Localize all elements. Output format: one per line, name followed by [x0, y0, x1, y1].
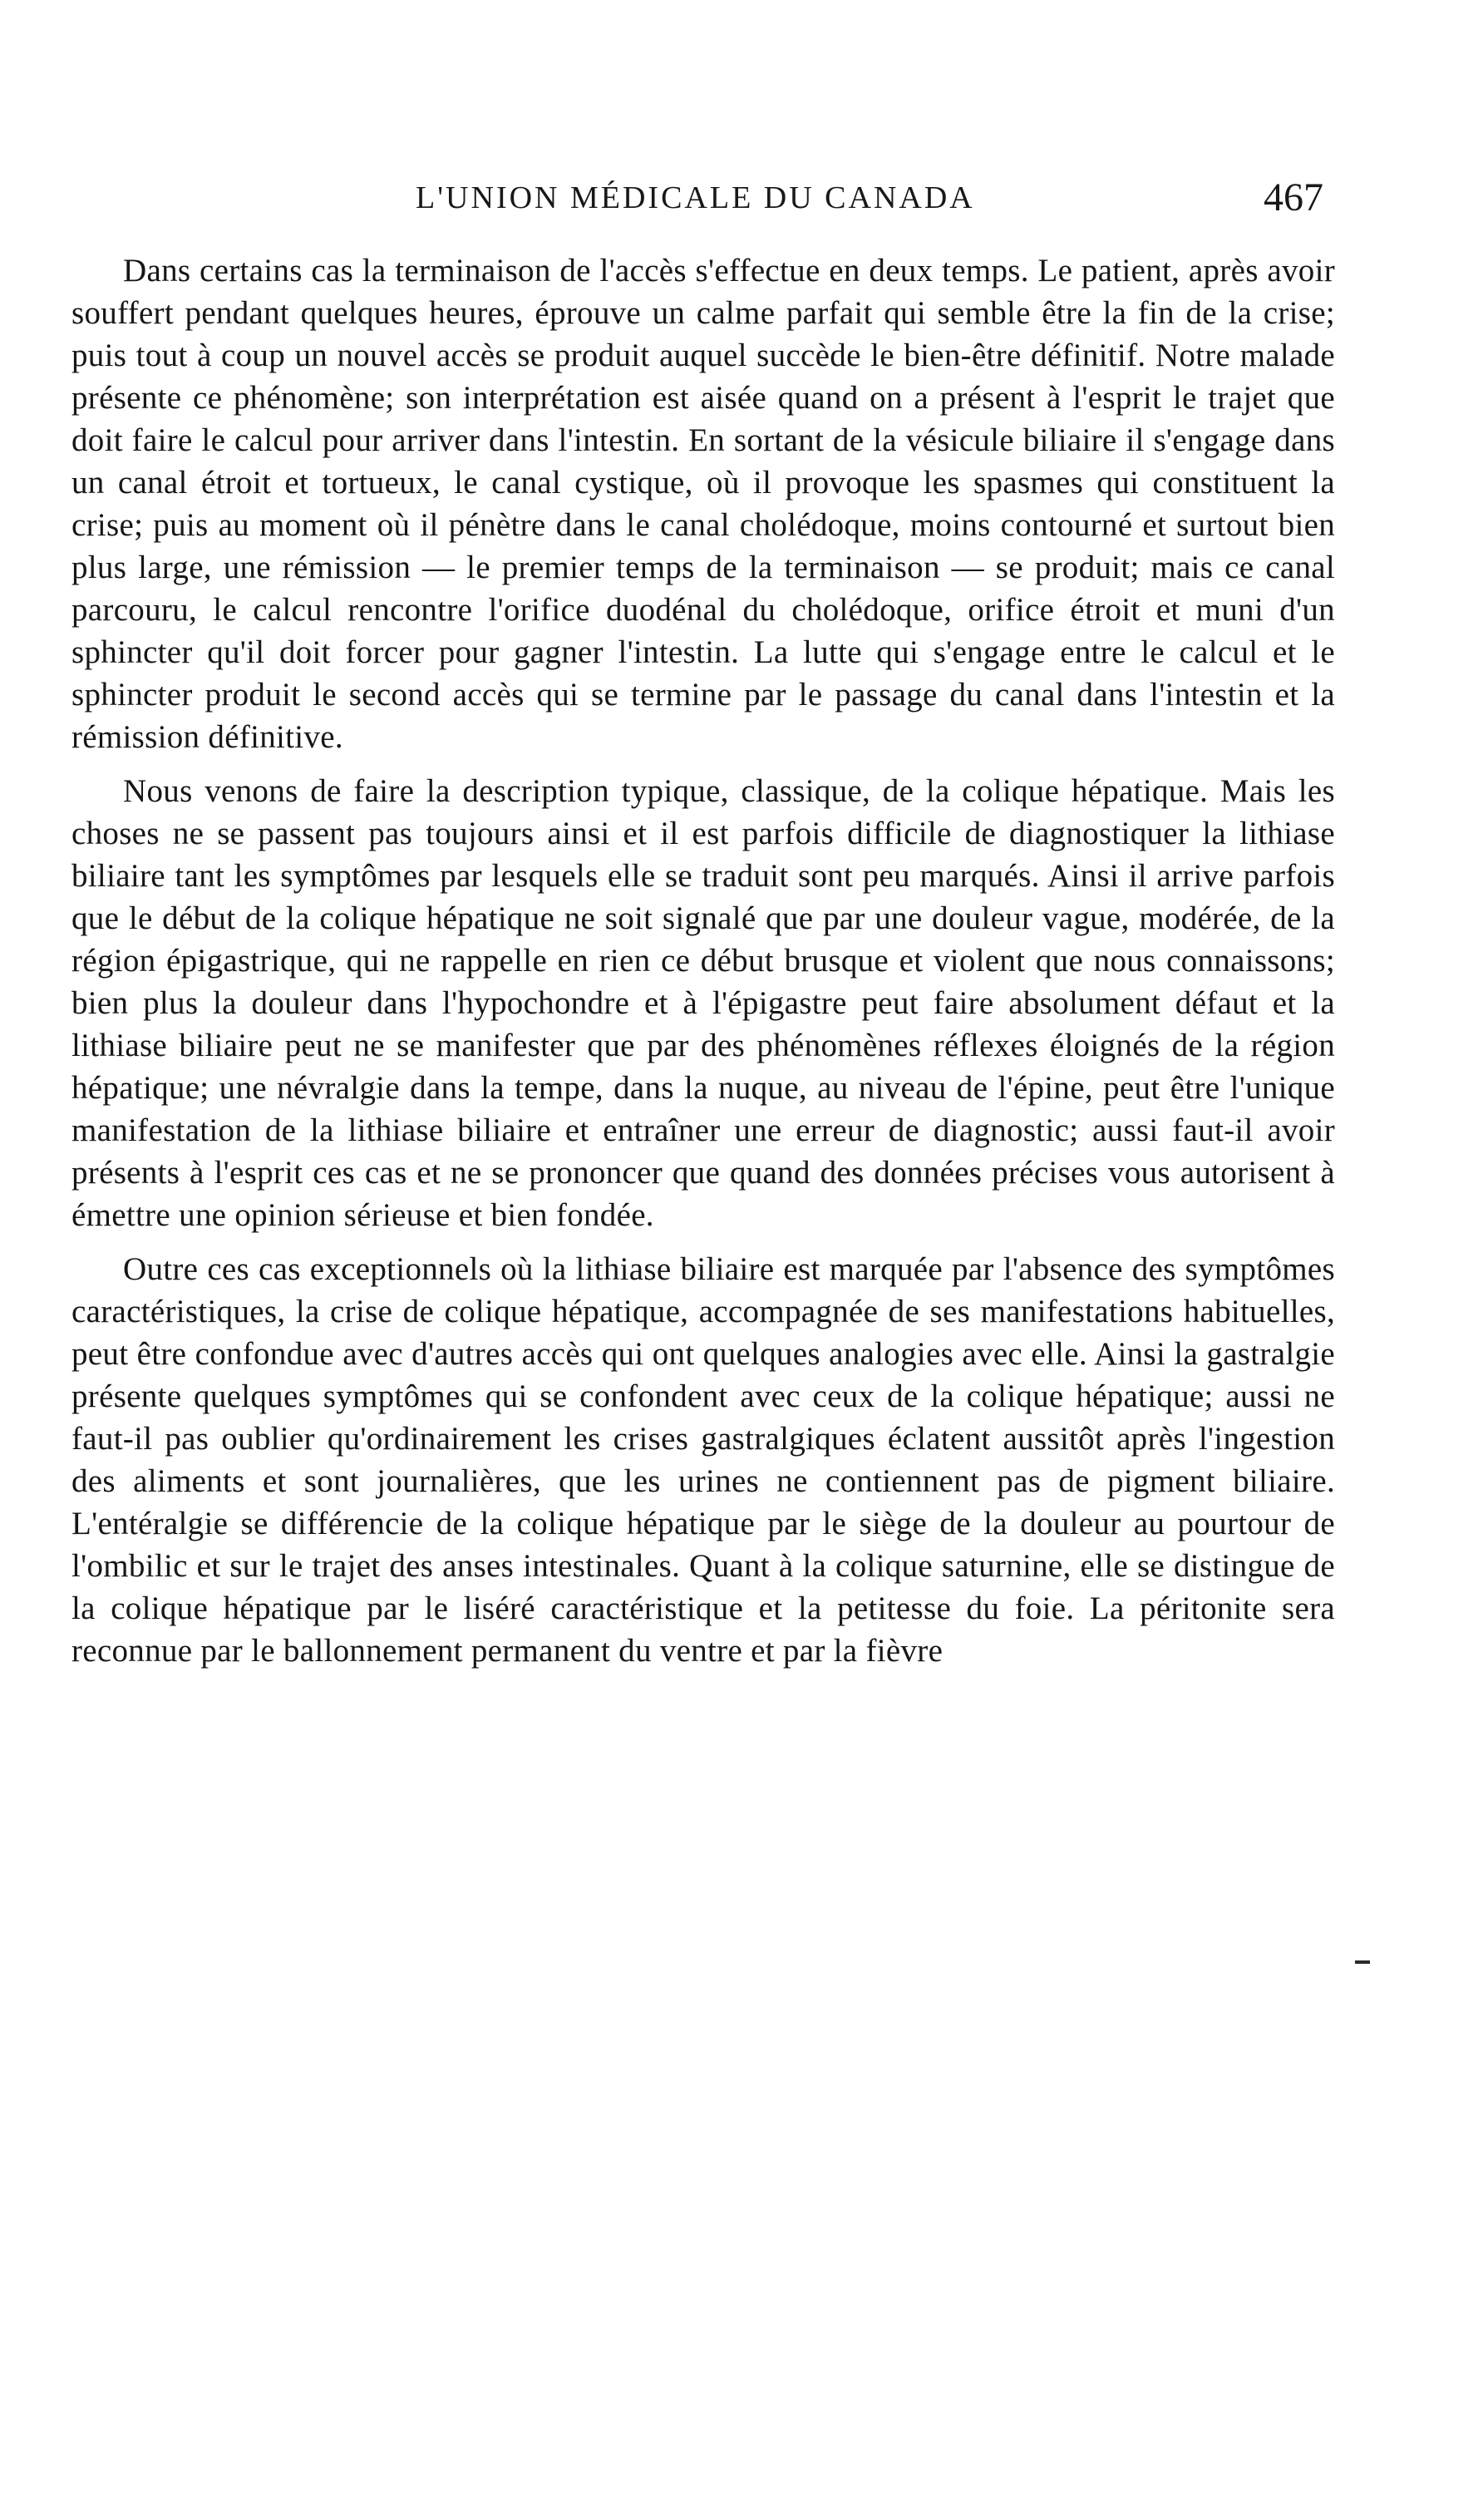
running-head — [0, 173, 1483, 223]
body-text — [71, 249, 1335, 1684]
paragraph-diagnostic-differentiel: Outre ces cas exceptionnels où la lithiase biliaire est marquée par l'absence des symptômes caractéristiques, la crise de colique hépatique, accompagnée de ses manifestations habituelles, peut être confondue avec d'autres accès qui ont quelques analogies avec elle. Ainsi la gastralgie présente quelques symptômes qui se confondent avec ceux de la colique hépatique; aussi ne faut-il pas oublier qu'ordinairement les crises gastralgiques éclatent aussitôt après l'ingestion des aliments et sont journalières, que les urines ne contiennent pas de pigment biliaire. L'entéralgie se différencie de la colique hépatique par le siège de la douleur au pourtour de l'ombilic et sur le trajet des anses intestinales. Quant à la colique saturnine, elle se distingue de la colique hépatique par le liséré caractéristique et la petitesse du foie. La péritonite sera reconnue par le ballonnement permanent du ventre et par la fièvre — [71, 1251, 1335, 1669]
paragraph-terminaison: Dans certains cas la terminaison de l'accès s'effectue en deux temps. Le patient, après avoir souffert pendant quelques heures, éprouve un calme parfait qui semble être la fin de la crise; puis tout à coup un nouvel accès se produit auquel succède le bien-être définitif. Notre malade présente ce phénomène; son interprétation est aisée quand on a présent à l'esprit le trajet que doit faire le calcul pour arriver dans l'intestin. En sortant de la vésicule biliaire il s'engage dans un canal étroit et tortueux, le canal cystique, où il provoque les spasmes qui constituent la crise; puis au moment où il pénètre dans le canal cholédoque, moins contourné et surtout bien plus large, une rémission — le premier temps de la terminaison — se produit; mais ce canal parcouru, le calcul rencontre l'orifice duodénal du cholédoque, orifice étroit et muni d'un sphincter qu'il doit forcer pour gagner l'intestin. La lutte qui s'engage entre le calcul et le sphincter produit le second accès qui se termine par le passage du canal dans l'intestin et la rémission définitive. — [71, 253, 1335, 755]
margin-dash-mark — [1355, 1960, 1370, 1964]
paragraph-description-typique: Nous venons de faire la description typique, classique, de la colique hépatique. Mais les choses ne se passent pas toujours ainsi et il est parfois difficile de diagnostiquer la lithiase biliaire tant les symptômes par lesquels elle se traduit sont peu marqués. Ainsi il arrive parfois que le début de la colique hépatique ne soit signalé que par une douleur vague, modérée, de la région épigastrique, qui ne rappelle en rien ce début brusque et violent que nous connaissons; bien plus la douleur dans l'hypochondre et à l'épigastre peut faire absolument défaut et la lithiase biliaire peut ne se manifester que par des phénomènes réflexes éloignés de la région hépatique; une névralgie dans la tempe, dans la nuque, au niveau de l'épine, peut être l'unique manifestation de la lithiase biliaire et entraîner une erreur de diagnostic; aussi faut-il avoir présents à l'esprit ces cas et ne se prononcer que quand des données précises vous autorisent à émettre une opinion sérieuse et bien fondée. — [71, 773, 1335, 1233]
running-title: L'UNION MÉDICALE DU CANADA — [416, 180, 975, 215]
page-number: 467 — [1264, 175, 1323, 219]
